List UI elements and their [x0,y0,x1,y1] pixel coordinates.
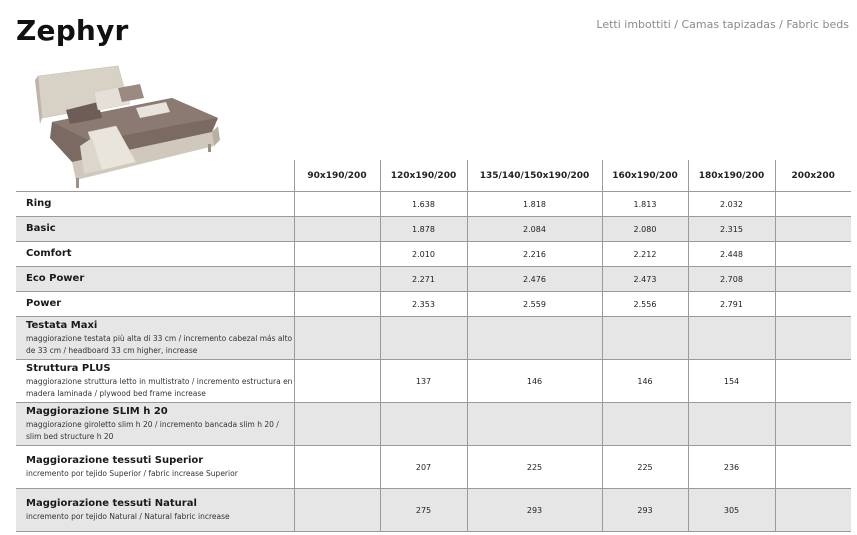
row-name: Basic [26,223,56,234]
price-cell: 2.791 [688,292,775,317]
price-cell: 2.315 [688,217,775,242]
row-name: Maggiorazione SLIM h 20 [26,405,168,417]
price-cell: 275 [380,489,467,532]
row-description: maggiorazione struttura letto in multistrato / incremento estructura en madera laminada / plywood bed frame increase [26,376,293,398]
price-cell [294,242,380,267]
price-cell [294,317,380,360]
column-header: 135/140/150x190/200 [467,160,602,192]
price-cell: 154 [688,360,775,403]
table-row [16,192,851,217]
price-cell: 146 [602,360,688,403]
price-cell [775,446,851,489]
price-cell [775,192,851,217]
table-row [16,317,851,360]
row-label [16,292,294,317]
price-cell [294,192,380,217]
price-cell: 1.818 [467,192,602,217]
price-cell: 137 [380,360,467,403]
table-row [16,446,851,489]
row-name: Testata Maxi [26,319,98,331]
table-row [16,360,851,403]
price-cell [775,489,851,532]
price-cell: 2.473 [602,267,688,292]
price-cell [775,403,851,446]
price-cell: 146 [467,360,602,403]
row-name: Maggiorazione tessuti Superior [26,454,204,466]
row-label [16,317,294,360]
price-cell [775,217,851,242]
price-cell: 2.353 [380,292,467,317]
price-cell [294,403,380,446]
price-cell: 305 [688,489,775,532]
price-cell [380,317,467,360]
price-cell [775,292,851,317]
price-cell [294,267,380,292]
row-label [16,267,294,292]
row-description: incremento por tejido Superior / fabric increase Superior [26,468,238,478]
price-cell: 225 [602,446,688,489]
row-label [16,446,294,489]
price-cell [294,217,380,242]
price-cell: 2.448 [688,242,775,267]
table-row [16,217,851,242]
table-header-row [16,160,851,192]
price-cell: 225 [467,446,602,489]
price-cell [602,317,688,360]
price-cell: 2.559 [467,292,602,317]
price-cell [775,242,851,267]
row-name: Maggiorazione tessuti Natural [26,497,197,509]
price-cell: 2.708 [688,267,775,292]
row-name: Struttura PLUS [26,362,111,374]
row-label [16,403,294,446]
row-label [16,242,294,267]
row-description: incremento por tejido Natural / Natural fabric increase [26,511,230,521]
price-cell [294,360,380,403]
price-cell [775,317,851,360]
price-cell [775,360,851,403]
row-label [16,192,294,217]
row-name: Ring [26,198,52,209]
table-row [16,403,851,446]
price-cell: 2.556 [602,292,688,317]
price-cell: 2.080 [602,217,688,242]
price-cell: 1.638 [380,192,467,217]
price-cell: 1.813 [602,192,688,217]
row-name: Eco Power [26,273,85,284]
table-row [16,292,851,317]
price-cell: 2.010 [380,242,467,267]
table-row [16,489,851,532]
price-cell [380,403,467,446]
price-cell: 2.084 [467,217,602,242]
price-cell [294,446,380,489]
row-label [16,489,294,532]
column-header: 160x190/200 [602,160,688,192]
price-cell [294,489,380,532]
price-cell [467,317,602,360]
price-cell: 2.476 [467,267,602,292]
price-cell [602,403,688,446]
column-header: 120x190/200 [380,160,467,192]
row-description: maggiorazione giroletto slim h 20 / incremento bancada slim h 20 / slim bed structure h 20 [26,419,279,441]
column-header: 90x190/200 [294,160,380,192]
header-corner [16,160,294,192]
price-cell: 2.216 [467,242,602,267]
price-cell: 2.212 [602,242,688,267]
row-label [16,217,294,242]
price-cell [688,403,775,446]
price-cell [688,317,775,360]
price-cell: 2.032 [688,192,775,217]
table-row [16,267,851,292]
price-cell: 2.271 [380,267,467,292]
row-description: maggiorazione testata più alta di 33 cm / incremento cabezal más alto de 33 cm / headboard 33 cm higher, increase [26,333,293,355]
price-cell: 236 [688,446,775,489]
row-name: Comfort [26,248,72,259]
row-name: Power [26,298,62,309]
row-label [16,360,294,403]
category-label: Letti imbottiti / Camas tapizadas / Fabric beds [596,18,849,31]
price-cell [294,292,380,317]
price-cell [467,403,602,446]
price-cell: 293 [467,489,602,532]
price-table [16,160,851,532]
table-row [16,242,851,267]
column-header: 200x200 [775,160,851,192]
price-cell: 207 [380,446,467,489]
price-cell: 1.878 [380,217,467,242]
price-cell [775,267,851,292]
column-header: 180x190/200 [688,160,775,192]
price-cell: 293 [602,489,688,532]
page-title: Zephyr [16,14,129,47]
